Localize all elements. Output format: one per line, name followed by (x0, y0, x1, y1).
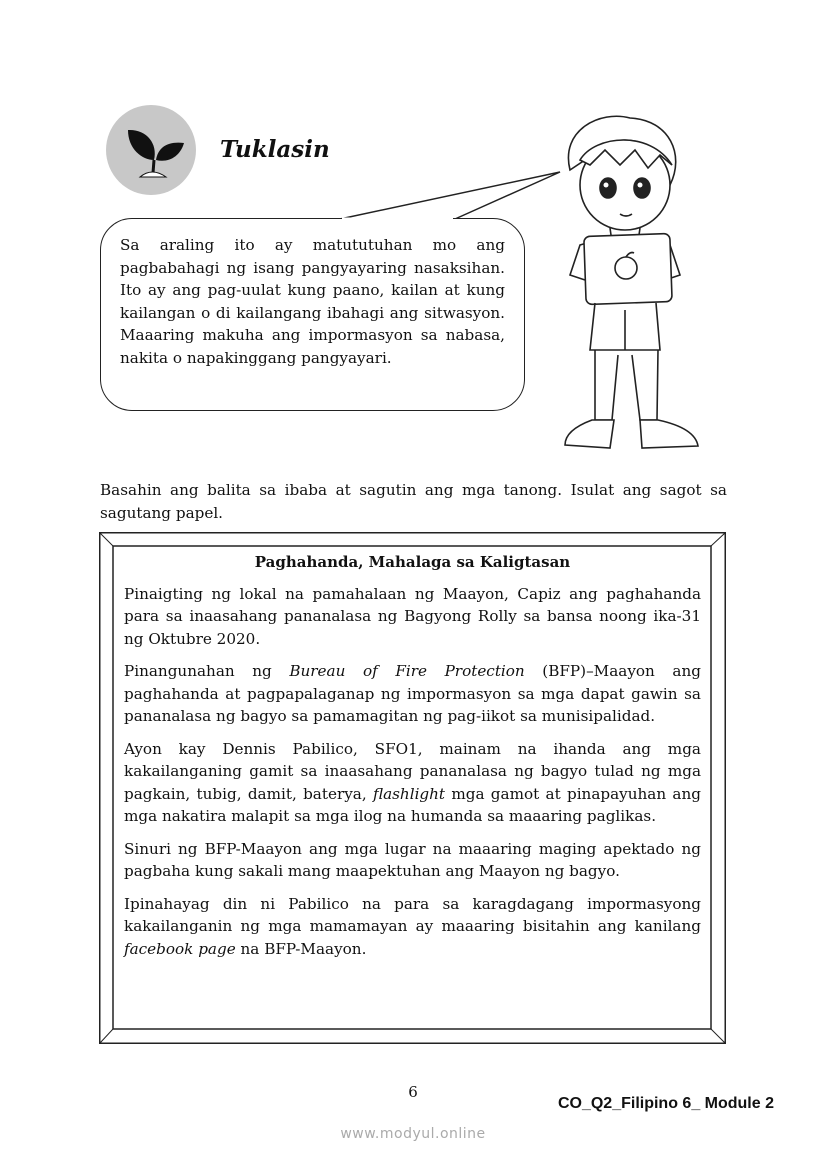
boy-illustration (540, 110, 710, 475)
article-paragraph: Sinuri ng BFP-Maayon ang mga lugar na maaaring maging apektado ng pagbaha kung sakali mang maapektuhan ang Maayon ng bagyo. (124, 839, 701, 880)
article-paragraph (124, 660, 701, 728)
watermark: www.modyul.online (340, 1126, 486, 1142)
article-paragraph: Pinaigting ng lokal na pamahalaan ng Maayon, Capiz ang paghahanda para sa inaasahang pananalasa ng Bagyong Rolly sa bansa noong ika-31 ng Oktubre 2020. (124, 584, 701, 648)
text: (BFP)–Maayon ang paghahanda at pagpapalaganap ng impormasyon sa mga dapat gawin sa pananalasa ng bagyo sa pamamagitan ng pag-iikot sa munisipalidad. (124, 662, 701, 725)
italic-text: flashlight (372, 784, 446, 803)
text: Ipinahayag din ni Pabilico na para sa karagdagang impormasyong kakailanganin ng mga mamamayan ay maaaring bisitahin ang kanilang (124, 894, 701, 935)
bubble-text: Sa araling ito ay matututuhan mo ang pagbabahagi ng isang pangyayaring nasaksihan. Ito ay ang pag-uulat kung paano, kailan at kung kailangan o di kailangang ibahagi ang sitwasyon. Maaaring makuha ang impormasyon sa nabasa, nakita o napakinggang pangyayari. (120, 236, 505, 367)
article-paragraph (124, 738, 701, 828)
news-article (124, 551, 701, 970)
section-title: Tuklasin (220, 136, 330, 163)
article-paragraph (124, 893, 701, 961)
article-title: Paghahanda, Mahalaga sa Kaligtasan (254, 553, 571, 571)
text: Ayon kay Dennis Pabilico, SFO1, mainam na ihanda ang mga kakailanganing gamit sa inaasahang pananalasa ng bagyo tulad ng mga pagkain, tubig, damit, baterya, (124, 739, 701, 803)
text: Pinangunahan ng (124, 662, 290, 680)
text: na BFP-Maayon. (235, 939, 367, 958)
text: mga gamot at pinapayuhan ang mga nakatira malapit sa mga ilog na humanda sa maaaring paglikas. (124, 784, 701, 825)
module-code: CO_Q2_Filipino 6_ Module 2 (557, 1095, 774, 1112)
instructions: Basahin ang balita sa ibaba at sagutin ang mga tanong. Isulat ang sagot sa sagutang papel. (100, 481, 727, 522)
page-number: 6 (408, 1083, 418, 1101)
italic-text: facebook page (124, 939, 236, 958)
italic-text: Bureau of Fire Protection (289, 662, 525, 680)
